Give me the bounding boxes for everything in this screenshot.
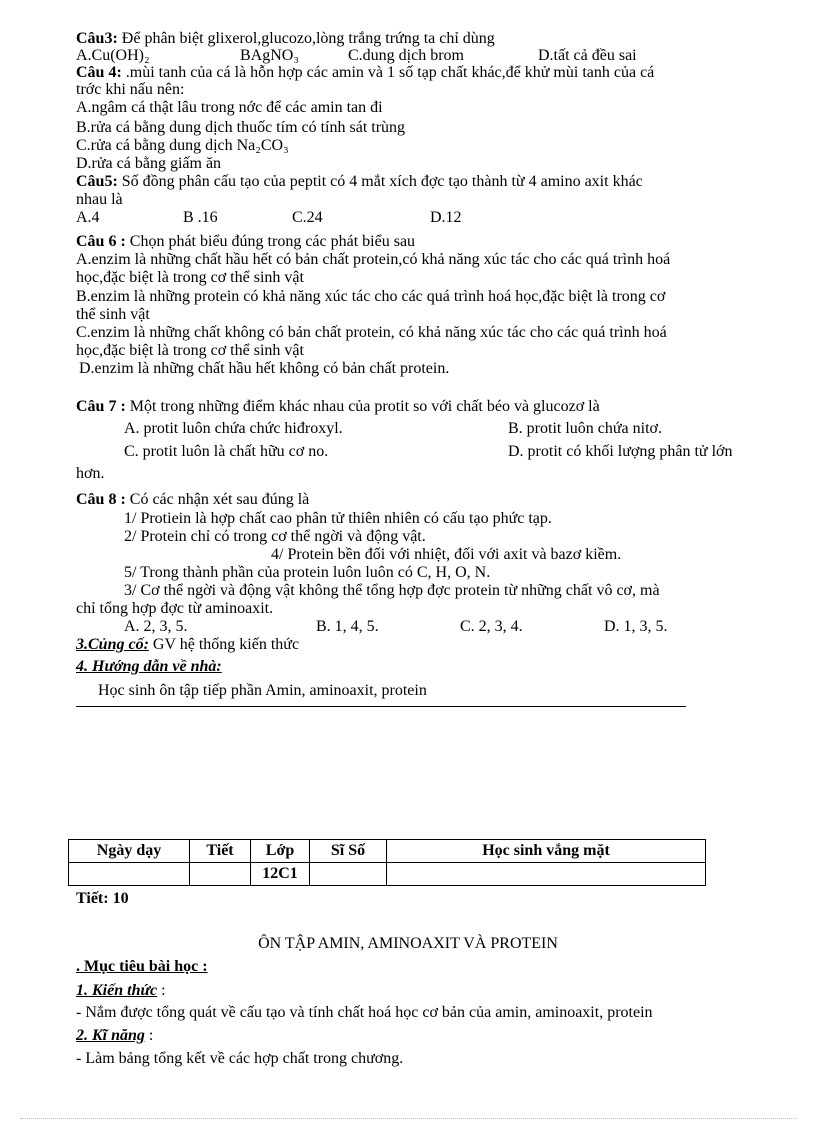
q3-option-c: C.dung dịch brom: [348, 47, 464, 64]
consolidate-text: GV hệ thống kiến thức: [152, 636, 300, 653]
q5-option-c: C.24: [292, 209, 323, 226]
q3-label: Câu3:: [76, 30, 118, 47]
q7-label: Câu 7 :: [76, 398, 126, 415]
q5-option-d: D.12: [430, 209, 462, 226]
q4-label: Câu 4:: [76, 64, 122, 81]
q7-option-b: B. protit luôn chứa nitơ.: [508, 420, 663, 437]
q4-option-d: D.rửa cá bằng giấm ăn: [76, 155, 222, 172]
q7-option-d: D. protit có khối lượng phân tử lớn: [508, 443, 733, 460]
cell-absent: [387, 863, 706, 886]
q5-stem: [76, 173, 643, 191]
q5-label: Câu5:: [76, 173, 118, 190]
consolidate-label: 3.Củng cố:: [76, 636, 149, 653]
header-date: Ngày dạy: [69, 840, 190, 863]
q6-option-c-line1: C.enzim là những chất không có bản chất protein, có khả năng xúc tác cho các quá trình hoá: [76, 324, 667, 341]
q8-statement-3-line1: 3/ Cơ thể ngời và động vật không thể tổng hợp đợc protein từ những chất vô cơ, mà: [124, 582, 660, 599]
q4-text-1: .mùi tanh của cá là hỗn hợp các amin và 1 số tạp chất khác,để khử mùi tanh của cá: [125, 64, 655, 81]
cell-class: 12C1: [251, 863, 310, 886]
q5-option-b: B .16: [183, 209, 218, 226]
period-number: Tiết: 10: [76, 890, 129, 907]
q7-stem: [76, 398, 600, 416]
q6-stem: [76, 233, 415, 251]
q4-option-a: A.ngâm cá thật lâu trong nớc để các amin tan đi: [76, 99, 383, 116]
knowledge-colon: :: [161, 982, 166, 999]
q3-option-b: BAgNO₃: [240, 47, 299, 64]
q5-text-1: Số đồng phân cấu tạo của peptit có 4 mắt xích đợc tạo thành từ 4 amino axit khác: [121, 173, 643, 190]
attendance-header-row: [69, 840, 706, 863]
q8-statement-3-line2: chỉ tổng hợp đợc từ aminoaxit.: [76, 600, 274, 617]
header-headcount: Sĩ Số: [310, 840, 387, 863]
q8-text: Có các nhận xét sau đúng là: [129, 491, 310, 508]
cell-period: [190, 863, 251, 886]
q6-option-b-line1: B.enzim là những protein có khả năng xúc tác cho các quá trình hoá học,đặc biệt là trong cơ: [76, 288, 666, 305]
lesson-title: ÔN TẬP AMIN, AMINOAXIT VÀ PROTEIN: [258, 935, 558, 952]
q8-option-a: A. 2, 3, 5.: [124, 618, 188, 635]
skills-text: - Làm bảng tổng kết về các hợp chất trong chương.: [76, 1050, 404, 1067]
page-bottom-border: [20, 1118, 796, 1119]
q6-option-a-line1: A.enzim là những chất hầu hết có bản chất protein,có khả năng xúc tác cho các quá trình hoá: [76, 251, 671, 268]
q6-option-d: D.enzim là những chất hầu hết không có bản chất protein.: [79, 360, 450, 377]
q4-option-c: C.rửa cá bằng dung dịch Na₂CO₃: [76, 137, 289, 154]
q3-stem: [76, 30, 495, 48]
q4-option-b: B.rửa cá bằng dung dịch thuốc tím có tính sát trùng: [76, 119, 406, 136]
q8-option-b: B. 1, 4, 5.: [316, 618, 379, 635]
q6-option-a-line2: học,đặc biệt là trong cơ thể sinh vật: [76, 269, 304, 286]
header-class: Lớp: [251, 840, 310, 863]
q4-stem: [76, 64, 654, 82]
q7-option-d-cont: hơn.: [76, 465, 105, 482]
knowledge-label: 1. Kiến thức: [76, 982, 158, 999]
q8-option-d: D. 1, 3, 5.: [604, 618, 668, 635]
knowledge-heading: [76, 982, 166, 1000]
q8-statement-1: 1/ Protiein là hợp chất cao phân tử thiên nhiên có cấu tạo phức tạp.: [124, 510, 552, 527]
q4-text-2: trớc khi nấu nên:: [76, 81, 185, 98]
knowledge-text: - Nắm được tổng quát về cấu tạo và tính chất hoá học cơ bản của amin, aminoaxit, protein: [76, 1004, 653, 1021]
objectives-heading: . Mục tiêu bài học :: [76, 958, 208, 975]
homework-text: Học sinh ôn tập tiếp phần Amin, aminoaxit, protein: [98, 682, 427, 699]
q8-statement-5: 5/ Trong thành phần của protein luôn luôn có C, H, O, N.: [124, 564, 491, 581]
attendance-row: [69, 863, 706, 886]
q8-option-c: C. 2, 3, 4.: [460, 618, 523, 635]
q6-option-c-line2: học,đặc biệt là trong cơ thể sinh vật: [76, 342, 304, 359]
skills-label: 2. Kĩ năng: [76, 1027, 145, 1044]
q5-text-2: nhau là: [76, 191, 123, 208]
q7-option-c: C. protit luôn là chất hữu cơ no.: [124, 443, 329, 460]
homework-label: 4. Hướng dẫn về nhà:: [76, 658, 222, 675]
cell-date: [69, 863, 190, 886]
attendance-table: [68, 839, 706, 886]
header-period: Tiết: [190, 840, 251, 863]
q8-statement-4: 4/ Protein bền đối với nhiệt, đối với axit và bazơ kiềm.: [271, 546, 622, 563]
q3-text: Để phân biệt glixerol,glucozo,lòng trắng trứng ta chỉ dùng: [121, 30, 495, 47]
q3-option-d: D.tất cả đều sai: [538, 47, 637, 64]
q7-text: Một trong những điểm khác nhau của protit so với chất béo và glucozơ là: [129, 398, 600, 415]
skills-colon: :: [148, 1027, 154, 1044]
q5-option-a: A.4: [76, 209, 100, 226]
q7-option-a: A. protit luôn chứa chức hiđroxyl.: [124, 420, 343, 437]
q8-stem: [76, 491, 309, 509]
q6-option-b-line2: thể sinh vật: [76, 306, 150, 323]
q8-statement-2: 2/ Protein chỉ có trong cơ thể ngời và động vật.: [124, 528, 426, 545]
skills-heading: [76, 1027, 153, 1045]
q8-label: Câu 8 :: [76, 491, 126, 508]
q3-option-a: A.Cu(OH)₂: [76, 47, 150, 64]
header-absent: Học sinh vắng mặt: [387, 840, 706, 863]
q6-text: Chọn phát biểu đúng trong các phát biểu sau: [129, 233, 416, 250]
consolidate-line: [76, 636, 299, 654]
cell-headcount: [310, 863, 387, 886]
q6-label: Câu 6 :: [76, 233, 126, 250]
section-divider: [76, 706, 686, 707]
